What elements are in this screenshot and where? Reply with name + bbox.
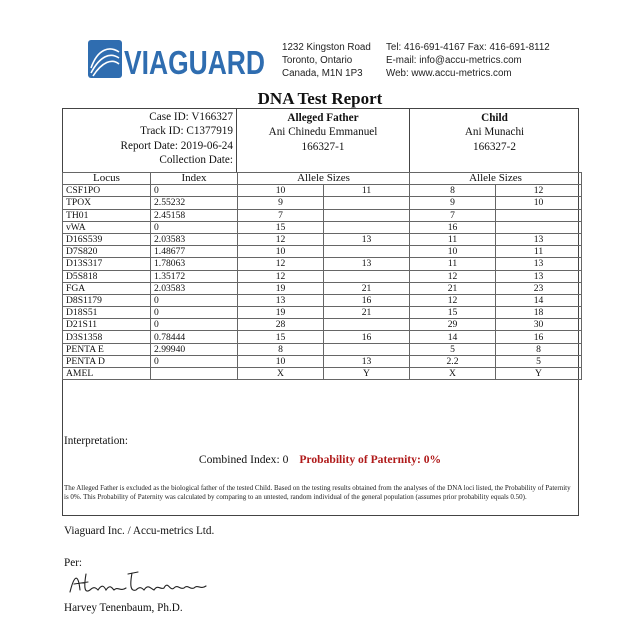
father-allele-2: [324, 209, 410, 221]
index-cell: [151, 368, 238, 380]
father-allele-2: 13: [324, 258, 410, 270]
locus-cell: D5S818: [63, 270, 151, 282]
father-allele-1: X: [238, 368, 324, 380]
table-row: [63, 258, 582, 270]
father-allele-2: 13: [324, 355, 410, 367]
table-row: [63, 294, 582, 306]
signer-name: Harvey Tenenbaum, Ph.D.: [64, 602, 183, 614]
table-row: [63, 197, 582, 209]
father-allele-1: 28: [238, 319, 324, 331]
viaguard-logo: [88, 38, 266, 82]
locus-cell: D13S317: [63, 258, 151, 270]
father-allele-1: 12: [238, 258, 324, 270]
father-allele-1: 12: [238, 270, 324, 282]
child-allele-1: 21: [410, 282, 496, 294]
logo-text: VIAGUARD: [124, 44, 265, 81]
col-locus-header: Locus: [63, 173, 151, 185]
father-allele-1: 13: [238, 294, 324, 306]
locus-cell: PENTA D: [63, 355, 151, 367]
child-heading: Child: [481, 112, 508, 124]
child-allele-2: 14: [496, 294, 582, 306]
child-allele-2: 13: [496, 233, 582, 245]
father-allele-2: Y: [324, 368, 410, 380]
child-id: 166327-2: [473, 140, 516, 153]
probability-of-paternity: Probability of Paternity: 0%: [299, 453, 442, 466]
child-allele-2: Y: [496, 368, 582, 380]
father-allele-1: 19: [238, 307, 324, 319]
child-allele-2: 16: [496, 331, 582, 343]
table-row: [63, 319, 582, 331]
father-allele-2: 21: [324, 282, 410, 294]
father-allele-2: [324, 221, 410, 233]
child-allele-1: X: [410, 368, 496, 380]
father-allele-2: [324, 197, 410, 209]
father-allele-1: 15: [238, 331, 324, 343]
father-allele-2: 16: [324, 294, 410, 306]
child-allele-1: 15: [410, 307, 496, 319]
father-allele-2: 16: [324, 331, 410, 343]
loci-table-body: [63, 185, 582, 380]
report-title: DNA Test Report: [257, 89, 383, 108]
index-cell: 0: [151, 355, 238, 367]
address-block: [282, 41, 371, 81]
child-allele-1: 5: [410, 343, 496, 355]
father-allele-2: 13: [324, 233, 410, 245]
combined-index: Combined Index: 0: [198, 453, 289, 466]
child-allele-2: [496, 221, 582, 233]
child-info: [410, 108, 579, 172]
locus-cell: vWA: [63, 221, 151, 233]
locus-cell: AMEL: [63, 368, 151, 380]
index-cell: 1.78063: [151, 258, 238, 270]
table-row: [63, 221, 582, 233]
locus-cell: FGA: [63, 282, 151, 294]
company-name: Viaguard Inc. / Accu-metrics Ltd.: [64, 525, 215, 537]
child-name: Ani Munachi: [464, 126, 525, 139]
child-allele-2: 8: [496, 343, 582, 355]
case-info: [62, 108, 236, 172]
table-header-row: [63, 173, 582, 185]
locus-cell: D7S820: [63, 246, 151, 258]
per-label: Per:: [64, 557, 83, 569]
father-allele-2: [324, 246, 410, 258]
father-allele-2: [324, 343, 410, 355]
locus-cell: D8S1179: [63, 294, 151, 306]
table-row: [63, 270, 582, 282]
child-allele-1: 2.2: [410, 355, 496, 367]
address-line: Toronto, Ontario: [282, 55, 353, 67]
index-cell: 0: [151, 319, 238, 331]
child-allele-2: 5: [496, 355, 582, 367]
father-allele-1: 9: [238, 197, 324, 209]
child-allele-1: 12: [410, 270, 496, 282]
contact-line: Tel: 416-691-4167 Fax: 416-691-8112: [386, 42, 550, 53]
child-allele-1: 16: [410, 221, 496, 233]
track-id: Track ID: C1377919: [140, 125, 233, 138]
index-cell: 0: [151, 185, 238, 197]
table-row: [63, 282, 582, 294]
contact-line: Web: www.accu-metrics.com: [386, 68, 512, 80]
child-allele-2: 13: [496, 258, 582, 270]
table-row: [63, 331, 582, 343]
locus-cell: D21S11: [63, 319, 151, 331]
table-row: [63, 246, 582, 258]
index-cell: 0: [151, 221, 238, 233]
child-allele-1: 11: [410, 233, 496, 245]
father-heading: Alleged Father: [287, 112, 359, 124]
locus-cell: D3S1358: [63, 331, 151, 343]
child-allele-2: 23: [496, 282, 582, 294]
father-allele-1: 8: [238, 343, 324, 355]
child-allele-2: 11: [496, 246, 582, 258]
child-allele-2: 12: [496, 185, 582, 197]
collection-date: Collection Date:: [159, 153, 233, 166]
table-row: [63, 368, 582, 380]
signature: [66, 566, 216, 602]
contact-line: E-mail: info@accu-metrics.com: [386, 55, 522, 67]
child-allele-1: 7: [410, 209, 496, 221]
father-allele-2: 21: [324, 307, 410, 319]
table-row: [63, 355, 582, 367]
locus-cell: TH01: [63, 209, 151, 221]
case-id: Case ID: V166327: [149, 111, 233, 123]
father-allele-2: [324, 319, 410, 331]
index-cell: 1.48677: [151, 246, 238, 258]
interpretation-text: The Alleged Father is excluded as the biological father of the tested Child. Based on the testing results obtained from the analyses of the DNA loci listed, the Probability of Paternity is 0%. This Probability of Paternity was calculated by comparing to an untested, random individual of the general population (assumes prior probability equals 0.50).: [64, 484, 571, 501]
father-id: 166327-1: [301, 140, 345, 153]
table-row: [63, 233, 582, 245]
father-allele-1: 10: [238, 185, 324, 197]
child-allele-1: 10: [410, 246, 496, 258]
index-cell: 2.03583: [151, 233, 238, 245]
combined-index-line: [0, 453, 640, 466]
father-allele-2: [324, 270, 410, 282]
interpretation-label: Interpretation:: [64, 435, 128, 447]
index-cell: 2.55232: [151, 197, 238, 209]
child-allele-1: 11: [410, 258, 496, 270]
locus-cell: TPOX: [63, 197, 151, 209]
father-allele-1: 10: [238, 246, 324, 258]
father-allele-1: 10: [238, 355, 324, 367]
report-date: Report Date: 2019-06-24: [120, 139, 233, 152]
father-info: [237, 108, 409, 172]
child-allele-1: 8: [410, 185, 496, 197]
address-line: Canada, M1N 1P3: [282, 68, 363, 80]
index-cell: 1.35172: [151, 270, 238, 282]
child-allele-2: 18: [496, 307, 582, 319]
father-allele-2: 11: [324, 185, 410, 197]
table-row: [63, 343, 582, 355]
locus-cell: PENTA E: [63, 343, 151, 355]
table-row: [63, 209, 582, 221]
child-allele-1: 29: [410, 319, 496, 331]
locus-cell: D18S51: [63, 307, 151, 319]
index-cell: 0: [151, 294, 238, 306]
index-cell: 2.99940: [151, 343, 238, 355]
index-cell: 0: [151, 307, 238, 319]
locus-cell: D16S539: [63, 233, 151, 245]
table-row: [63, 307, 582, 319]
address-line: 1232 Kingston Road: [282, 42, 371, 53]
child-allele-2: 30: [496, 319, 582, 331]
index-cell: 0.78444: [151, 331, 238, 343]
child-allele-1: 14: [410, 331, 496, 343]
father-name: Ani Chinedu Emmanuel: [268, 126, 378, 139]
col-child-header: Allele Sizes: [410, 173, 582, 185]
father-allele-1: 7: [238, 209, 324, 221]
locus-cell: CSF1PO: [63, 185, 151, 197]
child-allele-1: 12: [410, 294, 496, 306]
index-cell: 2.03583: [151, 282, 238, 294]
contact-block: [386, 41, 550, 81]
child-allele-2: [496, 209, 582, 221]
father-allele-1: 12: [238, 233, 324, 245]
loci-table: [62, 172, 582, 380]
father-allele-1: 19: [238, 282, 324, 294]
child-allele-1: 9: [410, 197, 496, 209]
index-cell: 2.45158: [151, 209, 238, 221]
col-father-header: Allele Sizes: [238, 173, 410, 185]
col-index-header: Index: [151, 173, 238, 185]
table-row: [63, 185, 582, 197]
child-allele-2: 13: [496, 270, 582, 282]
father-allele-1: 15: [238, 221, 324, 233]
child-allele-2: 10: [496, 197, 582, 209]
